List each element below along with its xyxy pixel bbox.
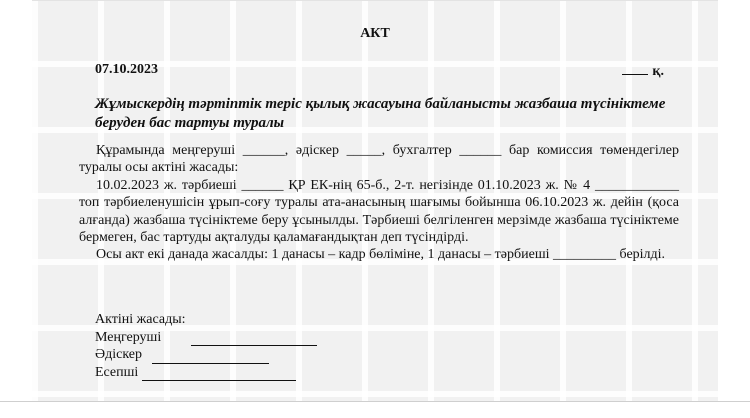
paragraph-commission: Құрамында меңгеруші ______, әдіскер _____, бухгалтер ______ бар комиссия төмендегілер туралы осы актіні жасады: xyxy=(79,143,679,176)
signature-header: Актіні жасады: xyxy=(95,312,186,327)
paragraph-details: 10.02.2023 ж. тәрбиеші ______ ҚР ЕК-нің 65-б., 2-т. негізінде 01.10.2023 ж. № 4 ____________ топ тәрбиеленушісін ұрып-соғу туралы ата-анасының шағымы бойынша 06.10.2023 ж. дейін (қоса алғанда) жазбаша түсініктеме беру ұсынылды. Тәрбиеші белгіленген мерзімде жазбаша түсініктеме бермеген, бас тартуды ақталуды қаламағандықтан деп түсіндірді. xyxy=(79,177,679,246)
city-blank-line xyxy=(622,62,648,75)
city-suffix: қ. xyxy=(652,64,664,79)
document-city xyxy=(622,62,664,80)
signature-row-accountant xyxy=(95,364,317,382)
paragraph-copies: Осы акт екі данада жасалды: 1 данасы – кадр бөліміне, 1 данасы – тәрбиеші _________ берілді. xyxy=(96,247,666,263)
signature-line-manager xyxy=(191,333,317,346)
page-divider xyxy=(0,401,750,418)
signature-label-accountant: Есепші xyxy=(95,364,139,380)
document-title: АКТ xyxy=(360,26,390,41)
signature-line-methodist xyxy=(152,351,269,364)
signature-row-manager xyxy=(95,329,317,347)
signature-block xyxy=(95,311,317,381)
signature-label-manager: Меңгеруші xyxy=(95,329,162,345)
document-date: 07.10.2023 xyxy=(95,62,158,77)
document-heading: Жұмыскердің тәртіптік теріс қылық жасауына байланысты жазбаша түсініктеме беруден бас тартуы туралы xyxy=(95,96,666,131)
signature-label-methodist: Әдіскер xyxy=(95,347,143,363)
signature-row-methodist xyxy=(95,346,317,364)
document-body xyxy=(79,142,679,264)
signature-line-accountant xyxy=(142,368,296,381)
